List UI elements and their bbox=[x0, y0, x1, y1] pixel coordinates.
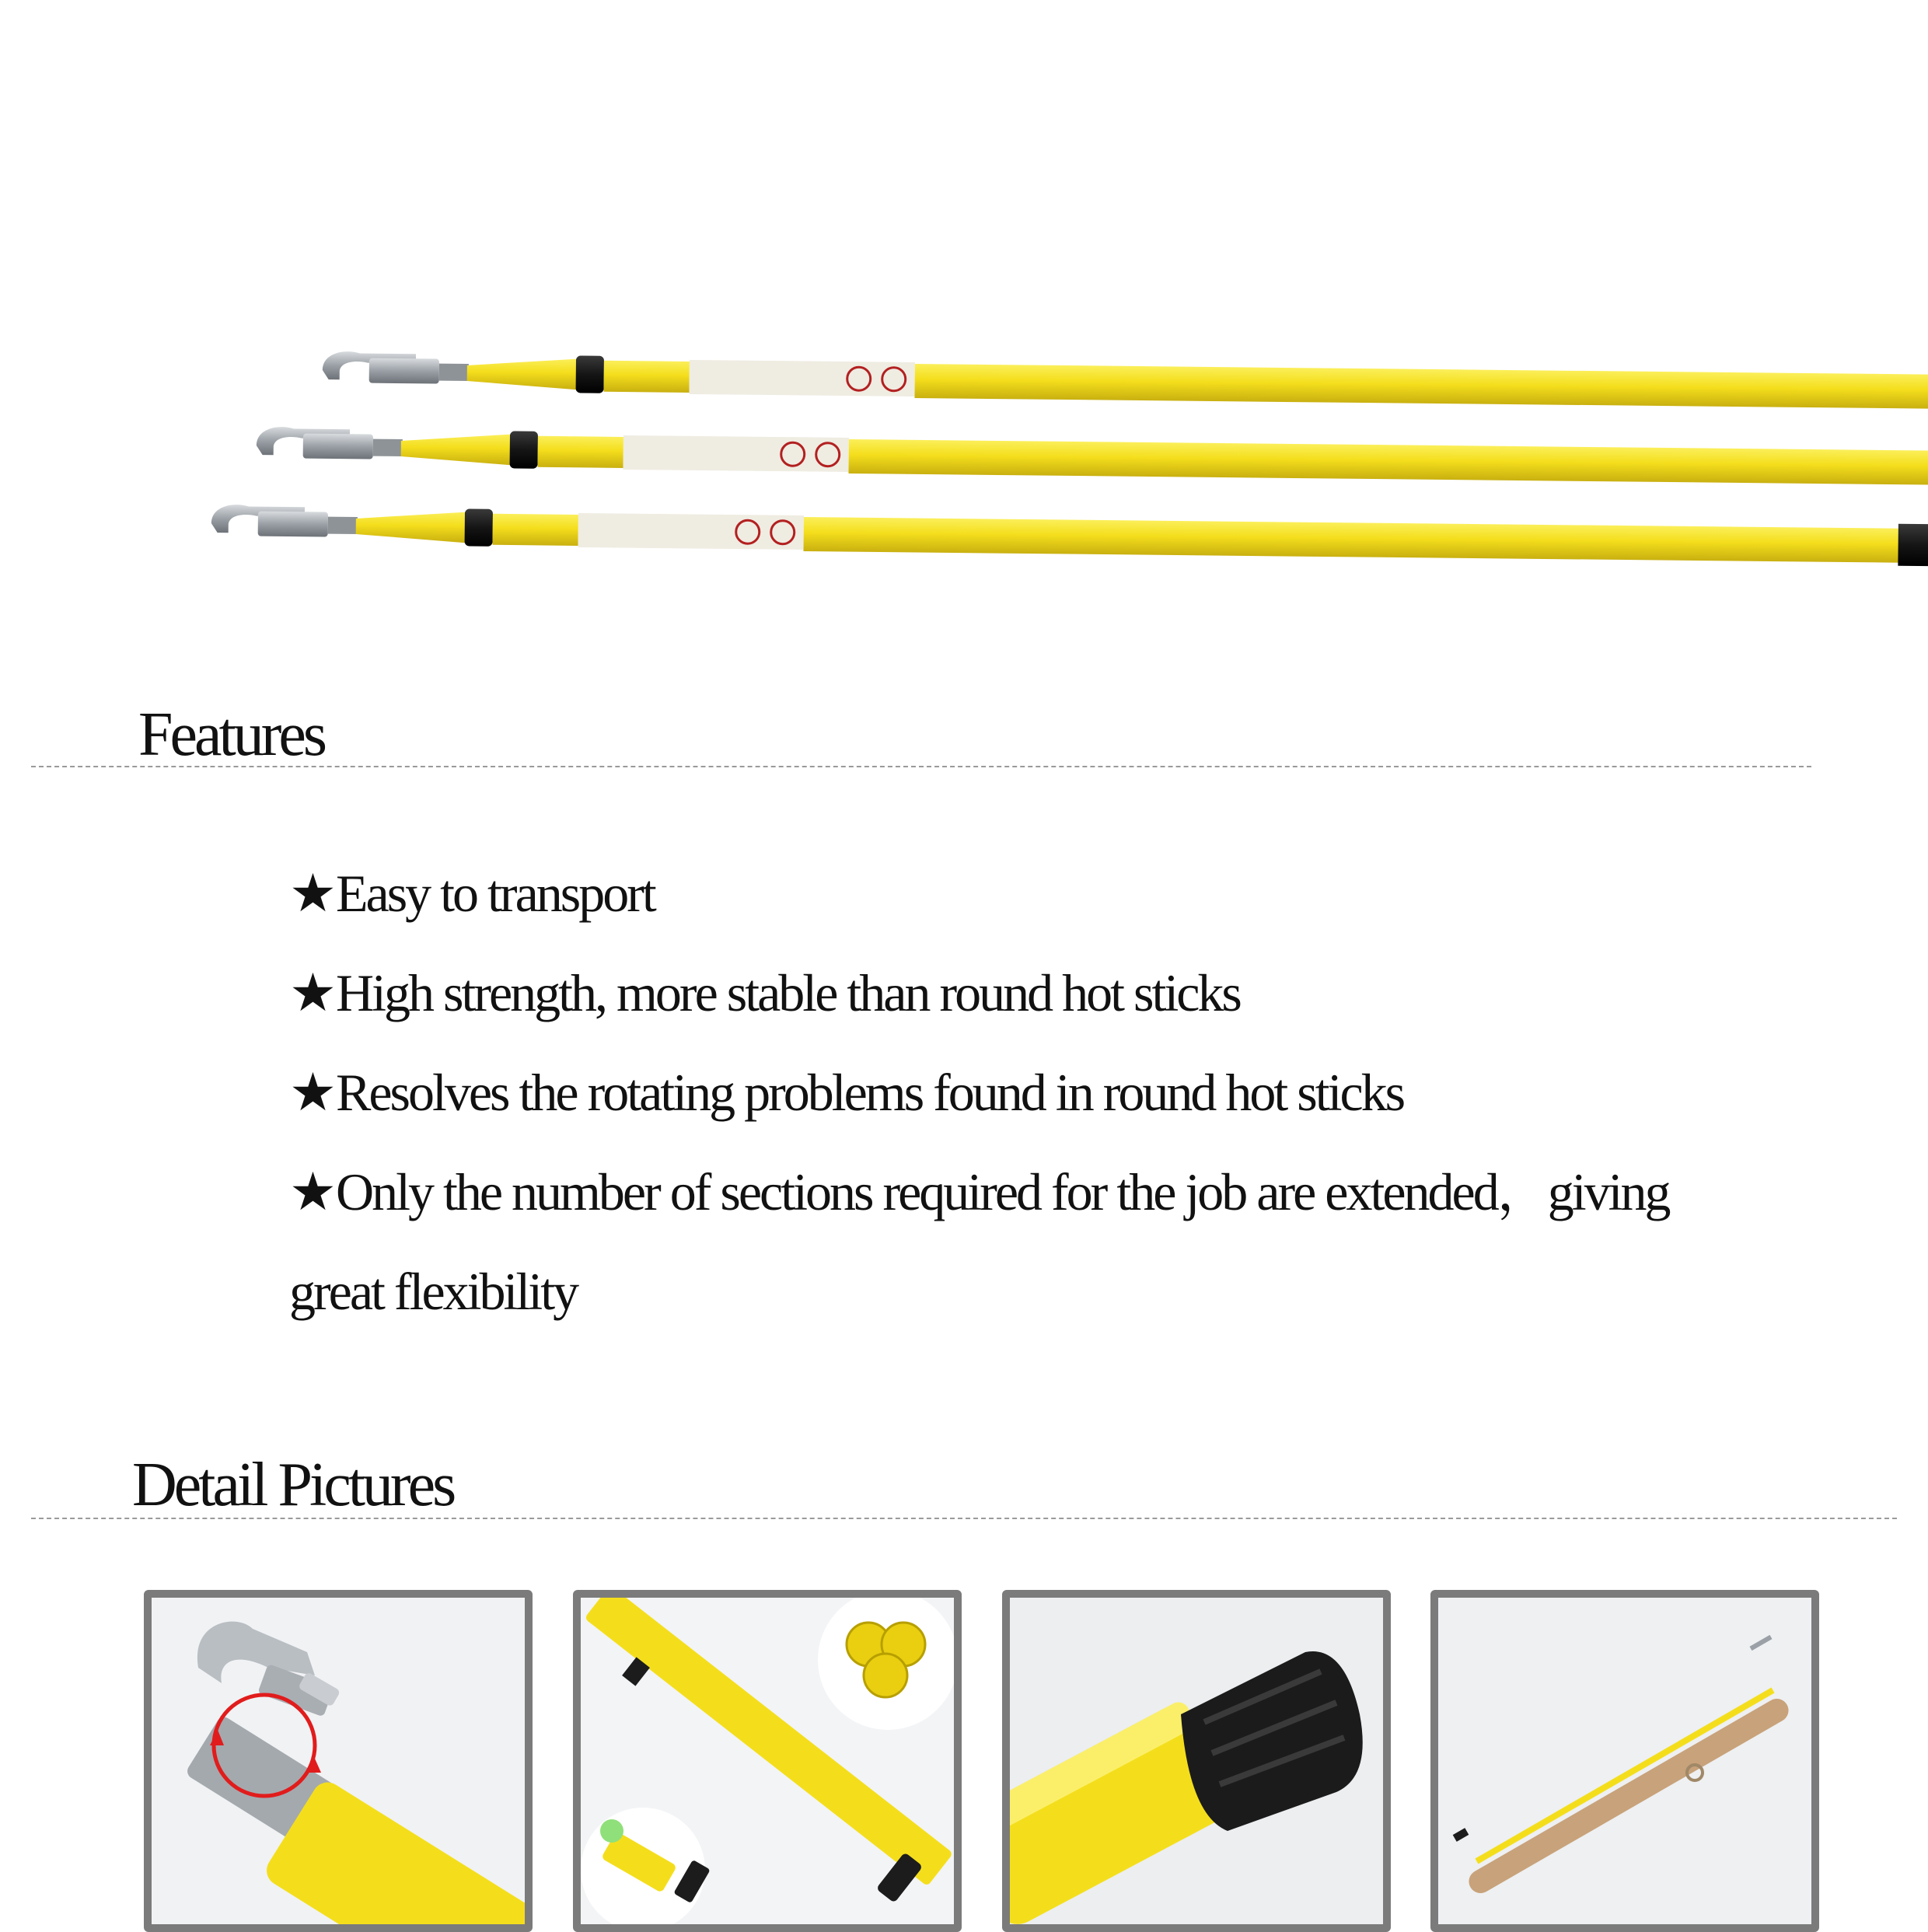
detail-section-profile bbox=[573, 1590, 962, 1932]
feature-item: ★Only the number of sections required for the job are extended，giving great flexibility bbox=[289, 1162, 1669, 1321]
detail-full-length-with-tube bbox=[1430, 1590, 1819, 1932]
hero-product-image bbox=[0, 0, 1928, 669]
detail-end-cap bbox=[1002, 1590, 1391, 1932]
detail-hook-rotation bbox=[144, 1590, 533, 1932]
features-heading: Features bbox=[138, 700, 325, 769]
feature-item: ★Resolves the rotating problems found in round hot sticks bbox=[289, 1063, 1404, 1122]
star-icon: ★ bbox=[289, 1063, 334, 1122]
features-list bbox=[289, 844, 1766, 1341]
detail-pictures-heading: Detail Pictures bbox=[132, 1451, 454, 1519]
star-icon: ★ bbox=[289, 963, 334, 1022]
feature-item: ★High strength, more stable than round hot sticks bbox=[289, 963, 1240, 1022]
feature-item: ★Easy to transport bbox=[289, 864, 655, 923]
detail-pictures-divider bbox=[31, 1518, 1897, 1519]
star-icon: ★ bbox=[289, 864, 334, 923]
features-divider bbox=[31, 766, 1811, 767]
star-icon: ★ bbox=[289, 1162, 334, 1221]
